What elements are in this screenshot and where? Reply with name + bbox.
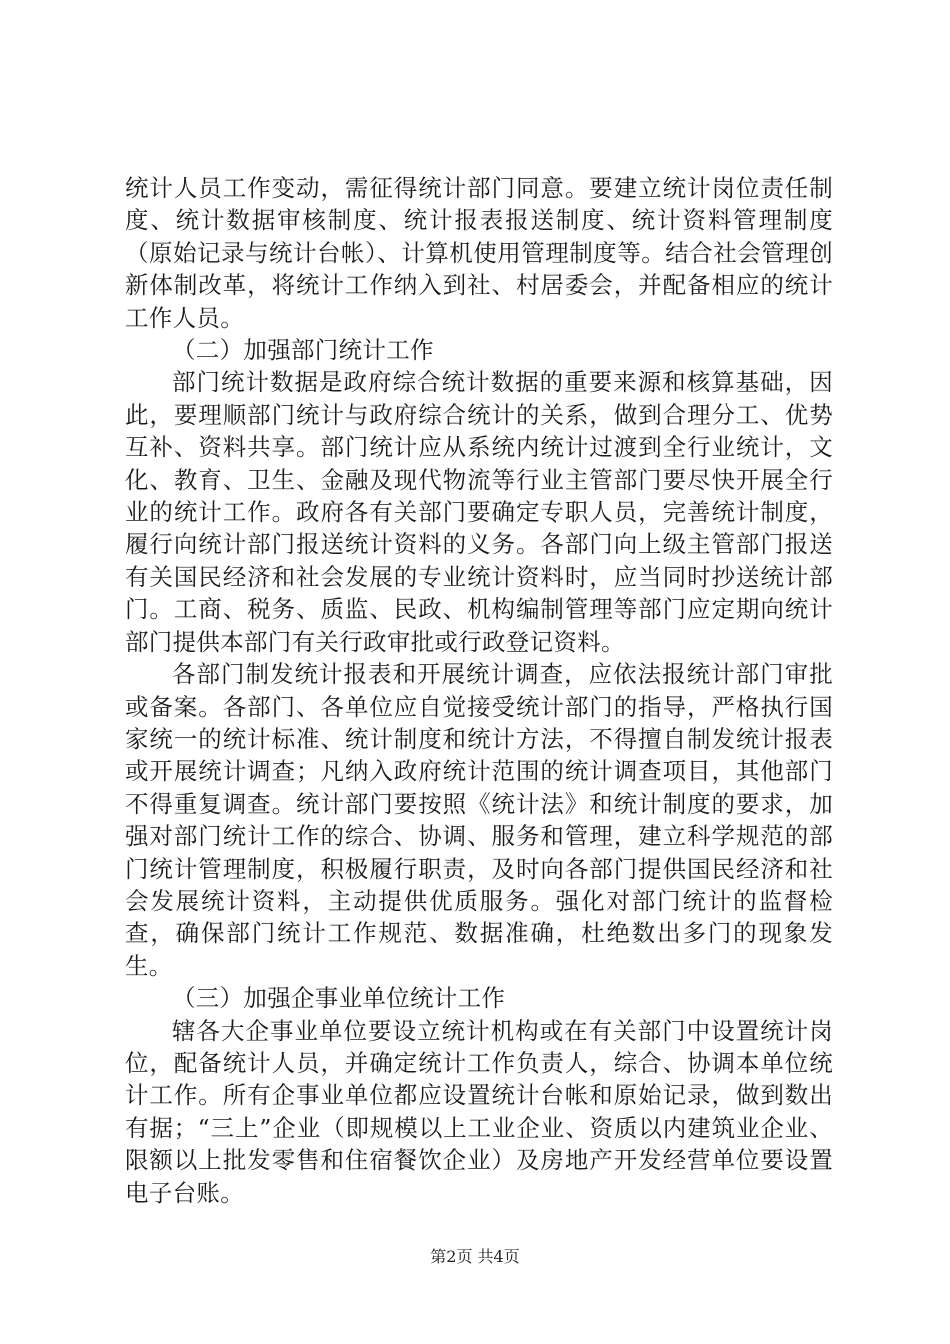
paragraph-3: 部门统计数据是政府综合统计数据的重要来源和核算基础，因此，要理顺部门统计与政府综合统计的关系，做到合理分工、优势互补、资料共享。部门统计应从系统内统计过渡到全行业统计，文化、教育、卫生、金融及现代物流等行业主管部门要尽快开展全行业的统计工作。政府各有关部门要确定专职人员，完善统计制度，履行向统计部门报送统计资料的义务。各部门向上级主管部门报送有关国民经济和社会发展的专业统计资料时，应当同时抄送统计部门。工商、税务、质监、民政、机构编制管理等部门应定期向统计部门提供本部门有关行政审批或行政登记资料。 bbox=[125, 368, 833, 656]
document-body bbox=[125, 172, 833, 1209]
section-heading-3: （三）加强企事业单位统计工作 bbox=[172, 984, 506, 1013]
page-number-footer: 第2页 共4页 bbox=[430, 1247, 520, 1266]
paragraph-4: 各部门制发统计报表和开展统计调查，应依法报统计部门审批或备案。各部门、各单位应自觉接受统计部门的指导，严格执行国家统一的统计标准、统计制度和统计方法，不得擅自制发统计报表或开展统计调查；凡纳入政府统计范围的统计调查项目，其他部门不得重复调查。统计部门要按照《统计法》和统计制度的要求，加强对部门统计工作的综合、协调、服务和管理，建立科学规范的部门统计管理制度，积极履行职责，及时向各部门提供国民经济和社会发展统计资料，主动提供优质服务。强化对部门统计的监督检查，确保部门统计工作规范、数据准确，杜绝数出多门的现象发生。 bbox=[125, 660, 833, 980]
section-heading-2: （二）加强部门统计工作 bbox=[172, 336, 434, 365]
paragraph-6: 辖各大企事业单位要设立统计机构或在有关部门中设置统计岗位，配备统计人员，并确定统计工作负责人，综合、协调本单位统计工作。所有企事业单位都应设置统计台帐和原始记录，做到数出有据；“三上”企业（即规模以上工业企业、资质以内建筑业企业、限额以上批发零售和住宿餐饮企业）及房地产开发经营单位要设置电子台账。 bbox=[125, 1016, 833, 1207]
paragraph-1: 统计人员工作变动，需征得统计部门同意。要建立统计岗位责任制度、统计数据审核制度、统计报表报送制度、统计资料管理制度（原始记录与统计台帐）、计算机使用管理制度等。结合社会管理创新体制改革，将统计工作纳入到社、村居委会，并配备相应的统计工作人员。 bbox=[125, 174, 833, 332]
